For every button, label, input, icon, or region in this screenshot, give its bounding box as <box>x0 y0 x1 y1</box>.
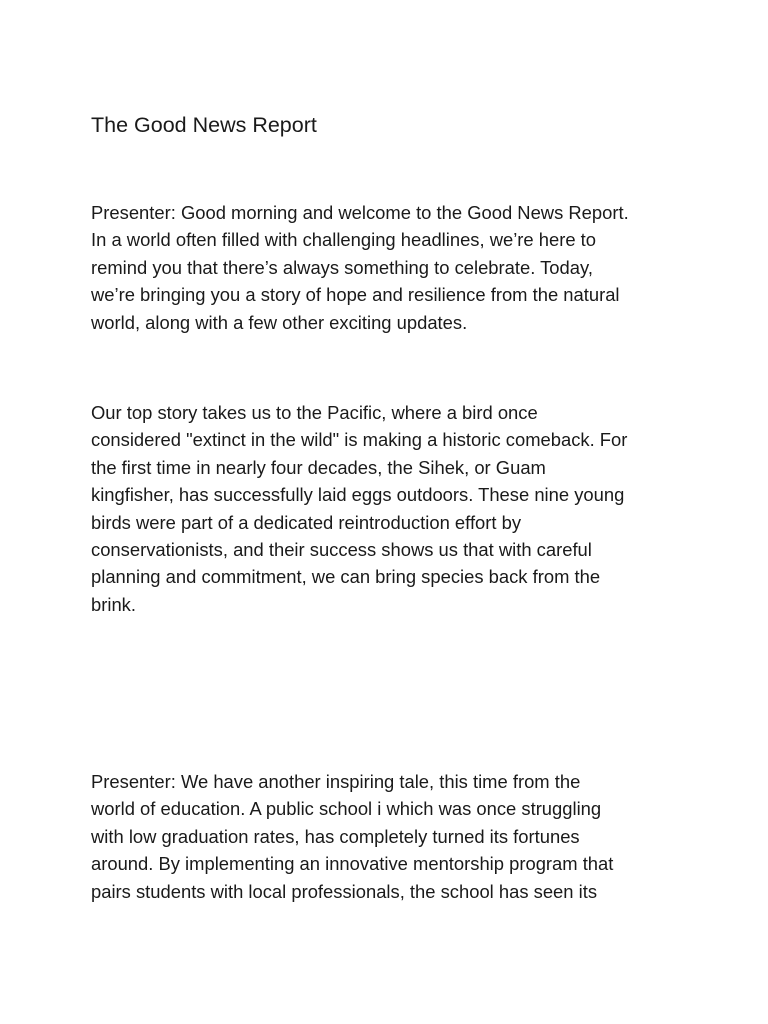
document-title: The Good News Report <box>91 113 317 137</box>
paragraph-line: remind you that there’s always something to celebrate. Today, <box>91 256 593 278</box>
paragraph-line: around. By implementing an innovative mentorship program that <box>91 853 614 875</box>
paragraph-line: we’re bringing you a story of hope and resilience from the natural <box>91 284 620 306</box>
paragraph-education <box>91 768 691 905</box>
paragraph-line: world, along with a few other exciting updates. <box>91 311 468 333</box>
paragraph-line: world of education. A public school i which was once struggling <box>91 798 602 820</box>
paragraph-intro <box>91 199 691 336</box>
paragraph-line: considered "extinct in the wild" is making a historic comeback. For <box>91 429 628 451</box>
paragraph-line: brink. <box>91 593 136 615</box>
paragraph-line: Our top story takes us to the Pacific, where a bird once <box>91 402 538 423</box>
paragraph-line: Presenter: We have another inspiring tale, this time from the <box>91 771 581 792</box>
paragraph-line: Presenter: Good morning and welcome to the Good News Report. <box>91 202 629 223</box>
paragraph-line: In a world often filled with challenging headlines, we’re here to <box>91 229 597 251</box>
paragraph-line: pairs students with local professionals, the school has seen its <box>91 880 598 902</box>
paragraph-line: the first time in nearly four decades, the Sihek, or Guam <box>91 456 546 478</box>
paragraph-line: kingfisher, has successfully laid eggs outdoors. These nine young <box>91 484 625 506</box>
paragraph-line: planning and commitment, we can bring species back from the <box>91 566 601 588</box>
paragraph-top-story <box>91 399 691 618</box>
paragraph-line: with low graduation rates, has completely turned its fortunes <box>91 825 580 847</box>
paragraph-line: conservationists, and their success shows us that with careful <box>91 539 592 561</box>
paragraph-line: birds were part of a dedicated reintroduction effort by <box>91 511 522 533</box>
